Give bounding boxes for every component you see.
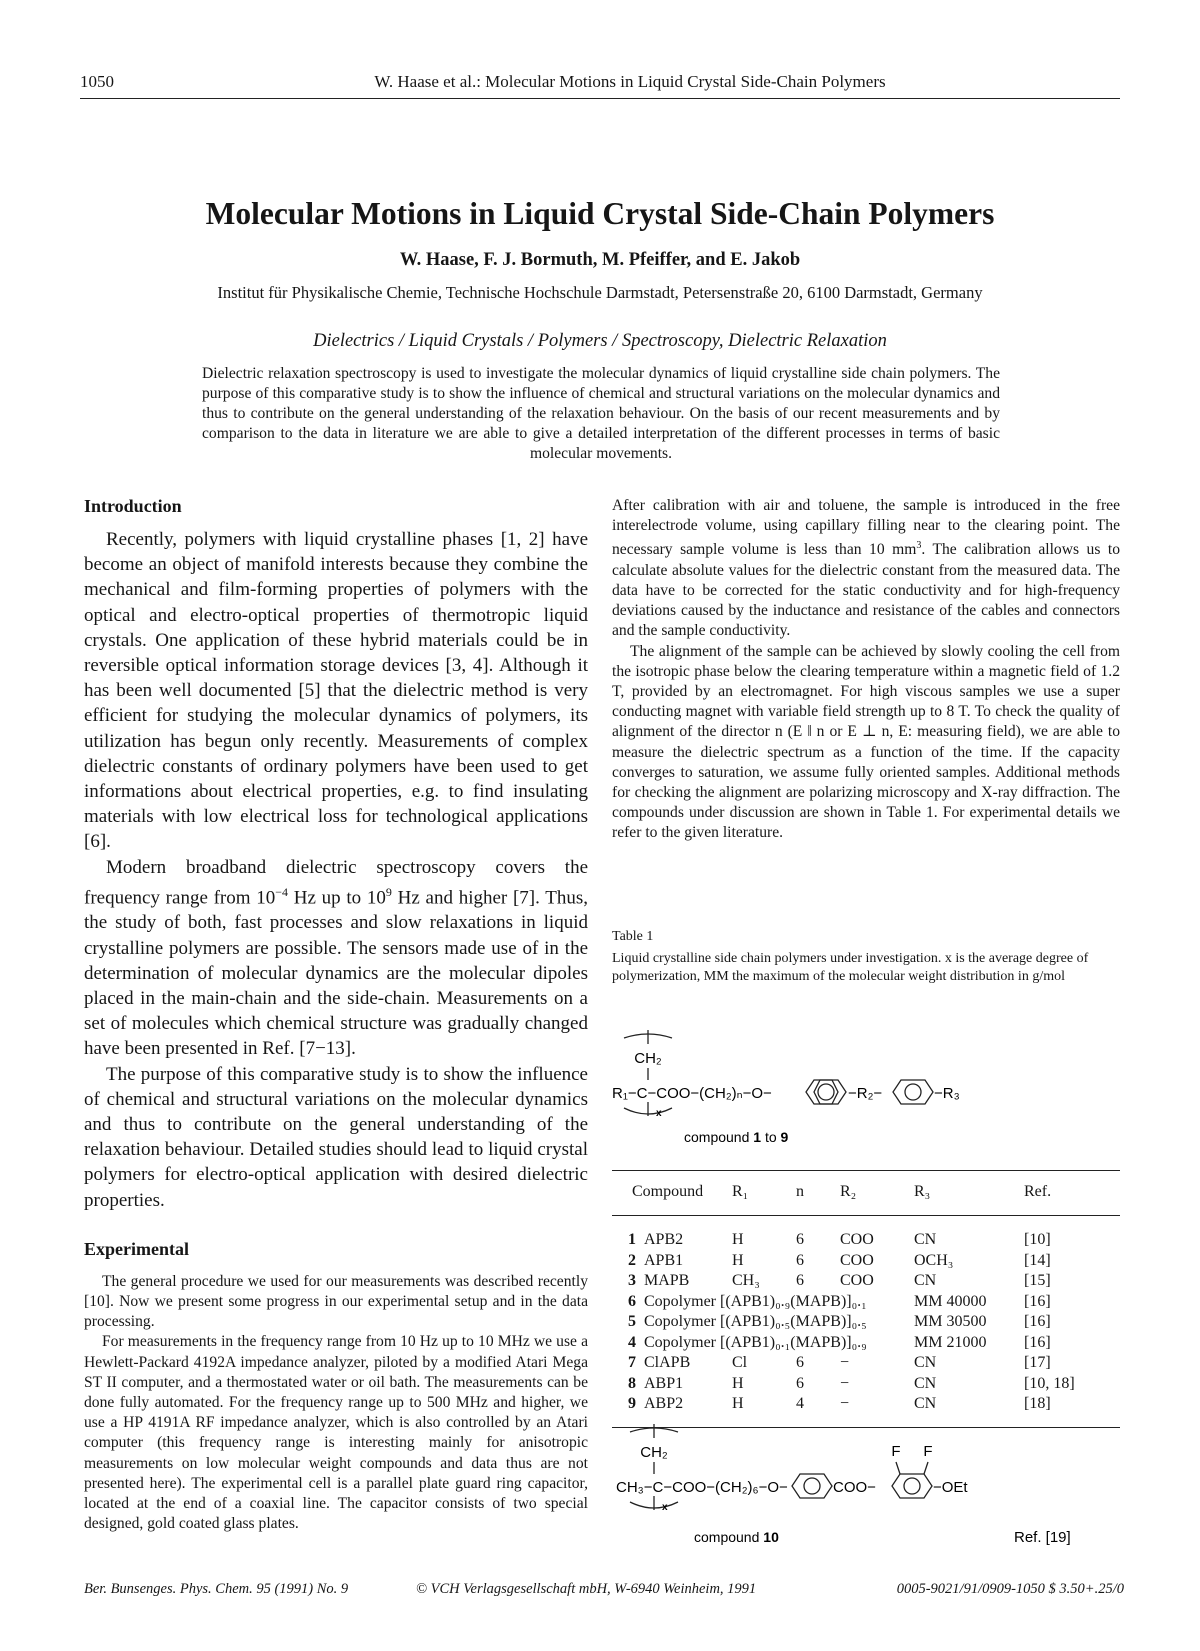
fluorine-label-2: F bbox=[923, 1443, 933, 1460]
introduction-paragraph-1: Recently, polymers with liquid crystalline phases [1, 2] have become an object of manifold interests because they combine the mechanical and film-forming properties of polymers with the optical and electro-optical properties of thermotropic liquid crystals. One application of these hybrid materials could be in reversible optical information storage devices [3, 4]. Although it has been well documented [5] that the dielectric method is very efficient for studying the molecular dynamics of polymers, its utilization has begun only recently. Measurements of complex dielectric constants of ordinary polymers have been used to get informations about electrical properties, e.g. to find insulating materials with low electrical loss for technological applications [6]. bbox=[84, 529, 588, 853]
structure-1-caption: compound 1 to 9 bbox=[684, 1129, 789, 1145]
oet-label: −OEt bbox=[933, 1479, 968, 1496]
introduction-paragraph-2: Modern broadband dielectric spectroscopy covers the frequency range from $10^{-4}$ Hz up to $10^9$ Hz and higher [7]. Thus, the study of both, fast processes and slow relaxations in liquid crystalline polymers are possible. The sensors made use of in the determination of molecular dynamics are the molecular dipoles placed in the main-chain and the side-chain. Measurements on a set of molecules which chemical structure was gradually changed have been presented in Ref. [7−13]. bbox=[84, 856, 589, 1060]
table-row: 5 Copolymer [(APB1)₀.₅(MAPB)]₀.₅ MM 30500 [16] bbox=[628, 1313, 1051, 1330]
page-number: 1050 bbox=[80, 72, 114, 91]
column-header-ref: Ref. bbox=[1024, 1171, 1120, 1216]
keywords: Dielectrics / Liquid Crystals / Polymers / Spectroscopy, Dielectric Relaxation bbox=[313, 331, 887, 351]
structure-compounds-1-9 bbox=[612, 1026, 1032, 1156]
right-column bbox=[612, 496, 1120, 844]
benzene-ring-2 bbox=[893, 1080, 933, 1104]
footer-code: 0005-9021/91/0909-1050 $ 3.50+.25/0 bbox=[896, 1581, 1124, 1597]
left-column bbox=[84, 496, 588, 1534]
abstract: Dielectric relaxation spectroscopy is used to investigate the molecular dynamics of liquid crystalline side chain polymers. The purpose of this comparative study is to show the influence of chemical and structural variations on the molecular dynamics and thus to contribute on the general understanding of the relaxation behaviour. On the basis of our recent measurements and by comparison to the data in literature we are able to give a detailed interpretation of the different processes in terms of basic molecular movements. bbox=[202, 365, 1000, 462]
experimental-paragraph-2: For measurements in the frequency range from 10 Hz up to 10 MHz we use a Hewlett-Packard 4192A impedance analyzer, piloted by a modified Atari Mega ST II computer, and a thermostated water or oil bath. The measurements can be done fully automated. For the frequency range up to 500 MHz and higher, we use a HP 4191A RF impedance analyzer, which is also controlled by an Atari computer (this frequency range is interesting mainly for anisotropic measurements on low molecular weight compounds and data thus are not presented here). The experimental cell is a parallel plate guard ring capacitor, located at the end of a coaxial line. The capacitor consists of two special designed, gold coated glass plates. bbox=[84, 1333, 588, 1533]
benzene-ring-1 bbox=[806, 1080, 846, 1104]
table-caption bbox=[612, 928, 1120, 986]
column-header-r3: R₃ bbox=[914, 1171, 1024, 1216]
structure-2-reference: Ref. [19] bbox=[1014, 1529, 1071, 1546]
running-head bbox=[80, 72, 1120, 99]
coo-label: COO− bbox=[833, 1479, 876, 1496]
section-heading-experimental: Experimental bbox=[84, 1238, 189, 1259]
benzene-ring-1 bbox=[792, 1474, 832, 1498]
compound-table bbox=[612, 1170, 1120, 1428]
r3-label: −R₃ bbox=[934, 1085, 960, 1102]
experimental-paragraph-4: The alignment of the sample can be achieved by slowly cooling the cell from the isotropic phase below the clearing temperature within a magnetic field of 1.2 T, provided by an electromagnet. For high viscous samples we use a super conducting magnet with variable field strength up to 8 T. To check the quality of alignment of the director n (E ‖ n or E ⊥ n, E: measuring field), we are able to measure the dielectric spectrum as a function of the time. If the capacity converges to saturation, we assume fully oriented samples. Additional methods for checking the alignment are polarizing microscopy and X-ray diffraction. The compounds under discussion are shown in Table 1. For experimental details we refer to the given literature. bbox=[612, 642, 1120, 842]
structure-compound-10 bbox=[616, 1420, 1120, 1560]
column-header-r1: R₁ bbox=[732, 1171, 796, 1216]
table-label: Table 1 bbox=[612, 929, 654, 944]
introduction-paragraph-3: The purpose of this comparative study is to show the influence of chemical and structural variations on the molecular dynamics and thus to contribute on the general understanding of the relaxation behaviour. Detailed studies should lead to liquid crystal polymers for electro-optical application with desired dielectric properties. bbox=[84, 1063, 588, 1211]
table-row: 8 ABP1 H 6 − CN [10, 18] bbox=[628, 1374, 1075, 1392]
column-header-r2: R₂ bbox=[840, 1171, 914, 1216]
footer-journal: Ber. Bunsenges. Phys. Chem. 95 (1991) No. 9 bbox=[84, 1581, 349, 1597]
experimental-paragraph-3: After calibration with air and toluene, the sample is introduced in the free interelectrode volume, using capillary filling near to the clearing point. The necessary sample volume is less than 10 $mm^3$. The calibration allows us to calculate absolute values for the dielectric constant from the measured data. The data have to be corrected for the static conductivity and for high-frequency deviations caused by the inductance and resistance of the cables and connectors and the sample conductivity. bbox=[612, 497, 1120, 640]
main-chain-label: CH₃−C−COO−(CH₂)₆−O− bbox=[616, 1479, 788, 1496]
column-header-compound: Compound bbox=[612, 1171, 732, 1216]
column-header-n: n bbox=[796, 1171, 840, 1216]
polymer-x-label: x bbox=[656, 1108, 662, 1119]
table-header-row bbox=[612, 1171, 1120, 1216]
ch2-label: CH₂ bbox=[640, 1444, 668, 1461]
ch2-label: CH₂ bbox=[634, 1050, 662, 1067]
table-row: 9 ABP2 H 4 − CN [18] bbox=[612, 1394, 1120, 1427]
table-row: 2 APB1 H 6 COO OCH₃ [14] bbox=[628, 1251, 1051, 1269]
section-heading-introduction: Introduction bbox=[84, 496, 182, 516]
affiliation: Institut für Physikalische Chemie, Technische Hochschule Darmstadt, Petersenstraße 20, 6100 Darmstadt, Germany bbox=[217, 283, 983, 302]
r1-c-chain-label: R₁−C−COO−(CH₂)ₙ−O− bbox=[612, 1085, 772, 1102]
fluorine-label-1: F bbox=[891, 1443, 901, 1460]
author-list: W. Haase, F. J. Bormuth, M. Pfeiffer, and E. Jakob bbox=[399, 250, 801, 270]
benzene-ring-2 bbox=[892, 1462, 932, 1498]
structure-2-caption: compound 10 bbox=[694, 1529, 779, 1545]
running-title: W. Haase et al.: Molecular Motions in Liquid Crystal Side-Chain Polymers bbox=[374, 72, 886, 91]
r2-label: −R₂− bbox=[848, 1085, 883, 1102]
table-row: 1 APB2 H 6 COO CN [10] bbox=[628, 1231, 1051, 1248]
article-title: Molecular Motions in Liquid Crystal Side-Chain Polymers bbox=[205, 196, 995, 231]
footer-publisher: © VCH Verlagsgesellschaft mbH, W-6940 Weinheim, 1991 bbox=[416, 1581, 757, 1597]
table-row: 7 ClAPB Cl 6 − CN [17] bbox=[628, 1354, 1051, 1371]
table-caption-text: Liquid crystalline side chain polymers under investigation. x is the average degree of polymerization, MM the maximum of the molecular weight distribution in g/mol bbox=[612, 951, 1089, 984]
table-row: 3 MAPB CH₃ 6 COO CN [15] bbox=[628, 1272, 1051, 1289]
polymer-x-label: x bbox=[662, 1502, 668, 1513]
experimental-paragraph-1: The general procedure we used for our measurements was described recently [10]. Now we present some progress in our experimental setup and in the data processing. bbox=[84, 1272, 588, 1331]
table-row: 4 Copolymer [(APB1)₀.₁(MAPB)]₀.₉ MM 21000 [16] bbox=[628, 1333, 1051, 1351]
table-row: 6 Copolymer [(APB1)₀.₉(MAPB)]₀.₁ MM 40000 [16] bbox=[628, 1292, 1051, 1310]
